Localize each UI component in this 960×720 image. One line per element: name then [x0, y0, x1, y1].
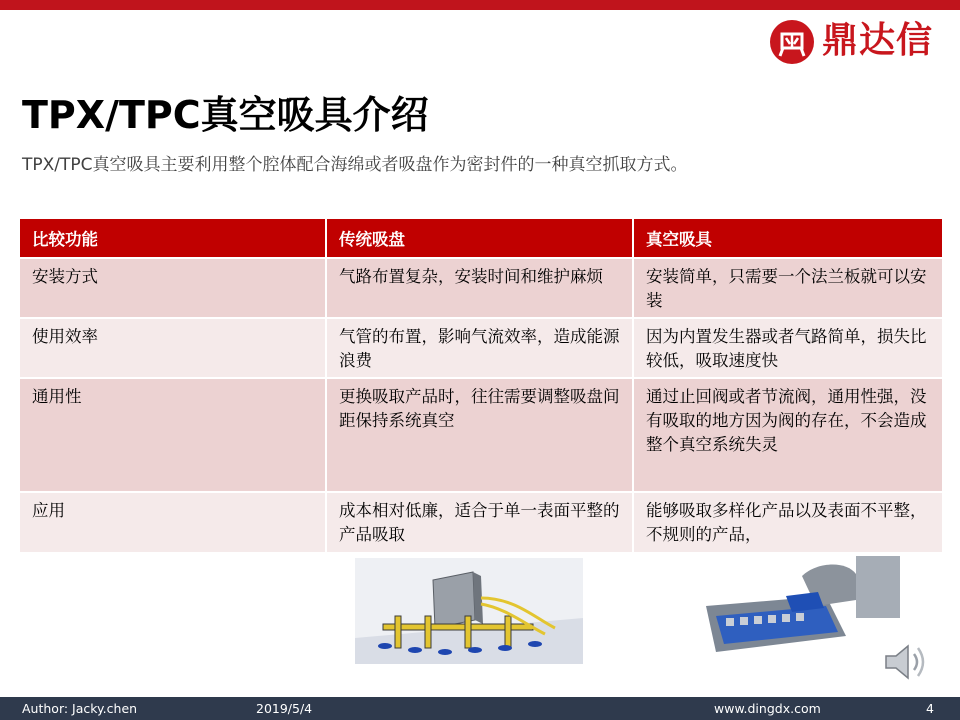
- footer-website[interactable]: www.dingdx.com: [714, 701, 821, 716]
- table-cell: 成本相对低廉，适合于单一表面平整的产品吸取: [326, 492, 633, 552]
- company-logo: [770, 16, 952, 66]
- table-cell: 气管的布置，影响气流效率，造成能源浪费: [326, 318, 633, 378]
- table-header-row: [20, 219, 942, 258]
- table-row: [20, 378, 942, 492]
- table-cell: 安装方式: [20, 258, 326, 318]
- logo-text: 鼎达信: [822, 20, 934, 61]
- logo-mark-icon: [770, 20, 814, 64]
- column-header: 传统吸盘: [326, 219, 633, 258]
- page-subtitle: TPX/TPC真空吸具主要利用整个腔体配合海绵或者吸盘作为密封件的一种真空抓取方式。: [22, 155, 688, 175]
- table-cell: 使用效率: [20, 318, 326, 378]
- table-row: [20, 318, 942, 378]
- column-header: 真空吸具: [633, 219, 942, 258]
- table-cell: 因为内置发生器或者气路简单，损失比较低，吸取速度快: [633, 318, 942, 378]
- table-cell: 安装简单，只需要一个法兰板就可以安装: [633, 258, 942, 318]
- table-cell: 应用: [20, 492, 326, 552]
- table-cell: 通用性: [20, 378, 326, 492]
- speaker-icon[interactable]: [880, 636, 932, 688]
- footer-author: Author: Jacky.chen: [22, 701, 138, 716]
- table-cell: 能够吸取多样化产品以及表面不平整，不规则的产品，: [633, 492, 942, 552]
- column-header: 比较功能: [20, 219, 326, 258]
- table-row: [20, 492, 942, 552]
- footer-date: 2019/5/4: [256, 701, 313, 716]
- footer-page-number: 4: [926, 701, 934, 716]
- table-row: [20, 258, 942, 318]
- comparison-table: [20, 219, 942, 552]
- vacuum-gripper-robot-image: [706, 556, 900, 656]
- top-accent-bar: [0, 0, 960, 10]
- table-cell: 更换吸取产品时，往往需要调整吸盘间距保持系统真空: [326, 378, 633, 492]
- table-cell: 通过止回阀或者节流阀，通用性强，没有吸取的地方因为阀的存在，不会造成整个真空系统失灵: [633, 378, 942, 492]
- table-cell: 气路布置复杂，安装时间和维护麻烦: [326, 258, 633, 318]
- traditional-suction-cup-gripper-image: [355, 558, 583, 664]
- footer-bar: [0, 697, 960, 720]
- page-title: TPX/TPC真空吸具介绍: [22, 93, 429, 137]
